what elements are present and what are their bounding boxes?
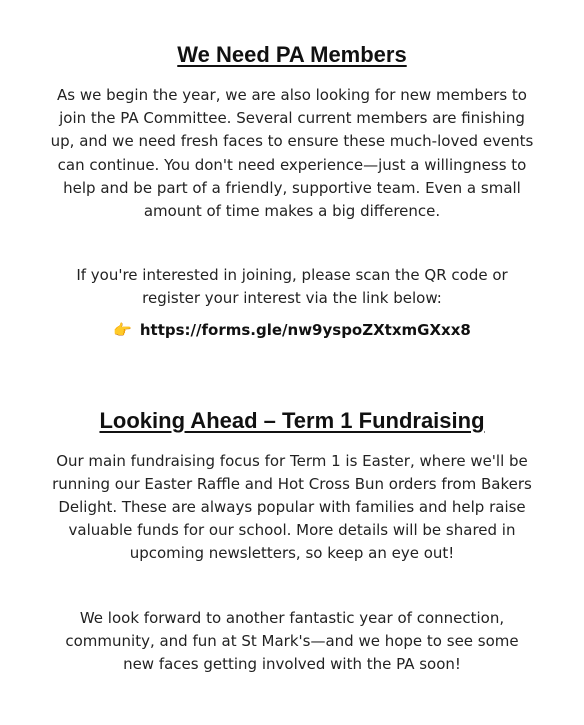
join-instructions-paragraph: If you're interested in joining, please scan the QR code or register your interest via the link below:: [76, 266, 508, 308]
section-spacer: [50, 339, 534, 408]
pointing-finger-icon: 👉: [113, 320, 132, 339]
closing-paragraph: We look forward to another fantastic year of connection, community, and fun at St Mark's—and we hope to see some new faces getting involved with the PA soon!: [65, 608, 519, 674]
pa-members-heading: We Need PA Members: [177, 42, 407, 67]
fundraising-paragraph: Our main fundraising focus for Term 1 is Easter, where we'll be running our Easter Raffle and Hot Cross Bun orders from Bakers Delight. These are always popular with families and help raise valuable funds for our school. More details will be shared in upcoming newsletters, so keep an eye out!: [52, 451, 532, 563]
registration-link[interactable]: https://forms.gle/nw9yspoZXtxmGXxx8: [139, 320, 471, 339]
registration-link-line: [50, 321, 534, 339]
pa-members-paragraph: As we begin the year, we are also looking for new members to join the PA Committee. Several current members are finishing up, and we need fresh faces to ensure these much-loved events can continue. You don't need experience—just a willingness to help and be part of a friendly, supportive team. Even a small amount of time makes a big difference.: [50, 86, 534, 221]
fundraising-heading: Looking Ahead – Term 1 Fundraising: [99, 407, 485, 433]
